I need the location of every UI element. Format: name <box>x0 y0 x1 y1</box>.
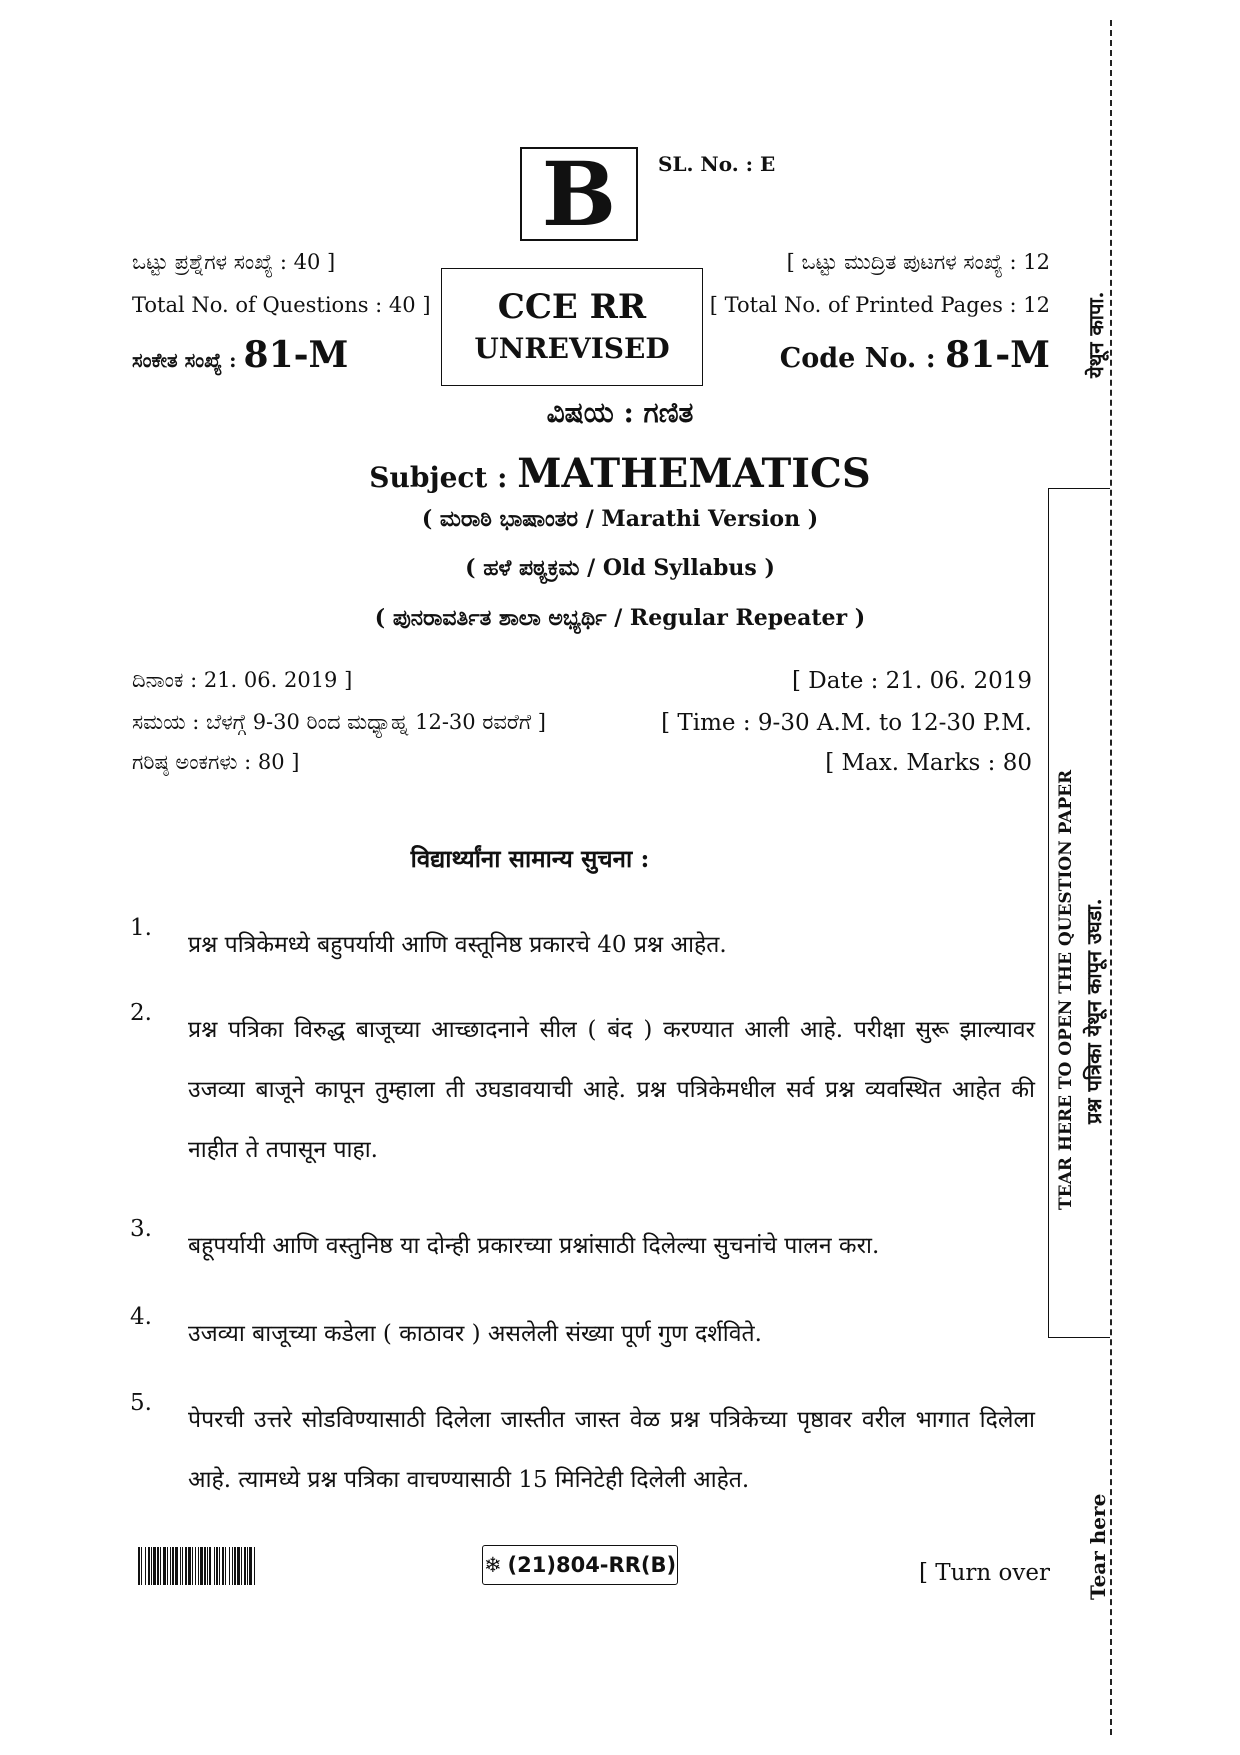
barcode <box>138 1547 372 1585</box>
series-letter-box <box>520 142 638 246</box>
code-kn-value: 81-M <box>243 334 349 376</box>
candidate-type-line: ( ಪುನರಾವರ್ತಿತ ಶಾಲಾ ಅಭ್ಯರ್ಥಿ / Regular Repeater ) <box>374 605 866 631</box>
code-number-english <box>780 334 1050 376</box>
instruction-text: उजव्या बाजूच्या कडेला ( काठावर ) असलेली संख्या पूर्ण गुण दर्शविते. <box>188 1321 762 1347</box>
instruction-text: प्रश्न पत्रिका विरुद्ध बाजूच्या आच्छादनाने सील ( बंद ) करण्यात आली आहे. परीक्षा सुरू झाल्यावर उजव्या बाजूने कापून तुम्हाला ती उघडावयाची आहे. प्रश्न पत्रिकेमधील सर्व प्रश्न व्यवस्थित आहेत की नाहीत ते तपासून पाहा. <box>188 1017 1035 1163</box>
instruction-item <box>130 1390 1035 1510</box>
max-marks-kannada: ಗರಿಷ್ಠ ಅಂಕಗಳು : 80 ] <box>132 750 300 774</box>
max-marks-english: [ Max. Marks : 80 <box>825 750 1032 776</box>
paper-code: (21)804-RR(B) <box>507 1553 677 1577</box>
date-kannada: ದಿನಾಂಕ : 21. 06. 2019 ] <box>132 668 353 692</box>
code-en-value: 81-M <box>945 334 1050 376</box>
time-kannada: ಸಮಯ : ಬೆಳಗ್ಗೆ 9-30 ರಿಂದ ಮಧ್ಯಾಹ್ನ 12-30 ರವರೆಗೆ ] <box>132 710 546 734</box>
exam-type-line-1: CCE RR <box>497 287 647 327</box>
instruction-item <box>130 1000 1035 1180</box>
code-en-label: Code No. : <box>779 343 946 374</box>
instruction-number: 2. <box>130 1000 152 1026</box>
instruction-number: 4. <box>130 1304 152 1330</box>
subject-label: Subject : <box>369 461 518 494</box>
total-questions-kannada: ಒಟ್ಟು ಪ್ರಶ್ನೆಗಳ ಸಂಖ್ಯೆ : 40 ] <box>132 250 336 274</box>
subject-kannada: ವಿಷಯ : ಗಣಿತ <box>546 396 694 429</box>
instruction-text: बहूपर्यायी आणि वस्तुनिष्ठ या दोन्ही प्रकारच्या प्रश्नांसाठी दिलेल्या सुचनांचे पालन करा. <box>188 1233 880 1259</box>
instruction-number: 5. <box>130 1390 152 1416</box>
printed-pages-kannada: [ ಒಟ್ಟು ಮುದ್ರಿತ ಪುಟಗಳ ಸಂಖ್ಯೆ : 12 <box>786 250 1050 274</box>
time-english: [ Time : 9-30 A.M. to 12-30 P.M. <box>661 710 1032 736</box>
turn-over-note: [ Turn over <box>918 1560 1050 1586</box>
paper-code-box <box>482 1545 678 1585</box>
instruction-number: 3. <box>130 1216 152 1242</box>
code-kn-label: ಸಂಕೇತ ಸಂಖ್ಯೆ : <box>132 348 244 372</box>
instruction-text: प्रश्न पत्रिकेमध्ये बहुपर्यायी आणि वस्तूनिष्ठ प्रकारचे 40 प्रश्न आहेत. <box>188 932 727 958</box>
instructions-heading: विद्यार्थ्यांना सामान्य सुचना : <box>410 844 650 873</box>
total-questions-english: Total No. of Questions : 40 ] <box>132 293 431 317</box>
instruction-text: पेपरची उत्तरे सोडविण्यासाठी दिलेला जास्तीत जास्त वेळ प्रश्न पत्रिकेच्या पृष्ठावर वरील भागात दिलेला आहे. त्यामध्ये प्रश्न पत्रिका वाचण्यासाठी 15 मिनिटेही दिलेली आहेत. <box>188 1407 1035 1493</box>
instruction-item <box>130 1304 1035 1364</box>
instruction-item <box>130 1216 1035 1276</box>
instruction-number: 1. <box>130 915 152 941</box>
syllabus-line: ( ಹಳೆ ಪಠ್ಯಕ್ರಮ / Old Syllabus ) <box>465 555 775 581</box>
snowflake-icon: ❄ <box>483 1553 502 1577</box>
printed-pages-english: [ Total No. of Printed Pages : 12 <box>709 293 1050 317</box>
code-number-kannada <box>132 334 348 376</box>
tear-here-label: Tear here <box>1086 1493 1110 1600</box>
subject-value: MATHEMATICS <box>517 450 871 497</box>
series-letter: B <box>541 142 617 246</box>
tear-top-note: येथून कापा. <box>1084 291 1108 378</box>
tear-instruction-marathi: प्रश्न पत्रिका येथून कापून उघडा. <box>1082 898 1106 1124</box>
version-line: ( ಮರಾಠಿ ಭಾಷಾಂತರ / Marathi Version ) <box>421 506 819 532</box>
exam-type-box <box>441 268 703 386</box>
tear-instruction-english: TEAR HERE TO OPEN THE QUESTION PAPER <box>1056 769 1076 1210</box>
serial-number: SL. No. : E <box>658 152 776 176</box>
tear-dashed-line <box>1110 20 1112 1735</box>
exam-type-line-2: UNREVISED <box>474 332 670 365</box>
date-english: [ Date : 21. 06. 2019 <box>792 668 1032 694</box>
instruction-item <box>130 915 1035 975</box>
